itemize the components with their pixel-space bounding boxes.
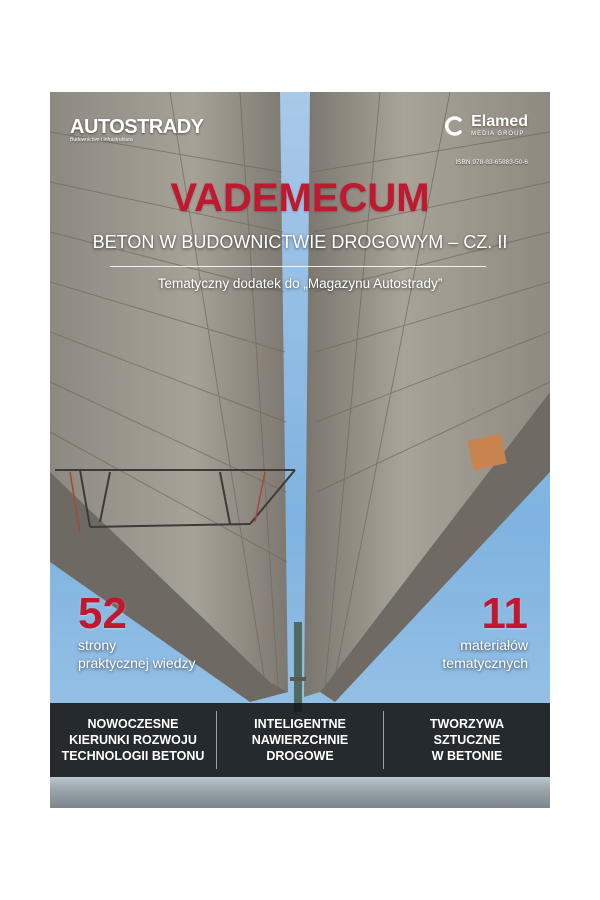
autostrady-logo-text: AUTOSTRADY [70,116,204,138]
topic-item [384,703,550,777]
topic-2-line1: INTELIGENTNE [254,716,346,731]
materials-stat [442,589,528,672]
topic-1-line3: TECHNOLOGII BETONU [61,749,205,764]
topic-1-line2: KIERUNKI ROZWOJU [69,732,197,747]
elamed-name: Elamed [471,113,528,130]
pages-label-line2: praktycznej wiedzy [78,655,196,672]
cover-title: VADEMECUM [170,176,430,220]
elamed-logo [443,114,528,137]
topic-item [50,703,216,777]
elamed-sub: MEDIA GROUP [471,131,525,137]
cover-subtitle: BETON W BUDOWNICTWIE DROGOWYM – CZ. II [92,232,508,252]
materials-label-line1: materiałów [460,637,528,653]
pages-label-line1: strony [78,637,117,653]
topic-1-line1: NOWOCZESNE [87,716,179,731]
topic-2-line3: DROGOWE [266,749,334,764]
road-ground [50,777,550,808]
topic-item [217,703,383,777]
elamed-logo-icon [443,115,465,137]
materials-number: 11 [481,589,528,638]
autostrady-logo-sub: Budownictwo i Infrastruktura [70,137,133,143]
materials-label-line2: tematycznych [442,655,528,672]
topic-3-line3: W BETONIE [431,749,503,764]
topic-3-line1: TWORZYWA [429,716,505,731]
title-divider [110,266,486,267]
autostrady-logo [70,116,204,143]
topics-band [50,703,550,777]
pages-stat [78,589,196,672]
pages-number: 52 [78,589,127,638]
topic-2-line2: NAWIERZCHNIE [251,732,349,747]
magazine-cover [50,92,550,808]
cover-tagline: Tematyczny dodatek do „Magazynu Autostrady” [157,276,443,291]
topic-3-line2: SZTUCZNE [433,732,501,747]
isbn-number: ISBN 978-83-65883-50-6 [455,159,528,166]
